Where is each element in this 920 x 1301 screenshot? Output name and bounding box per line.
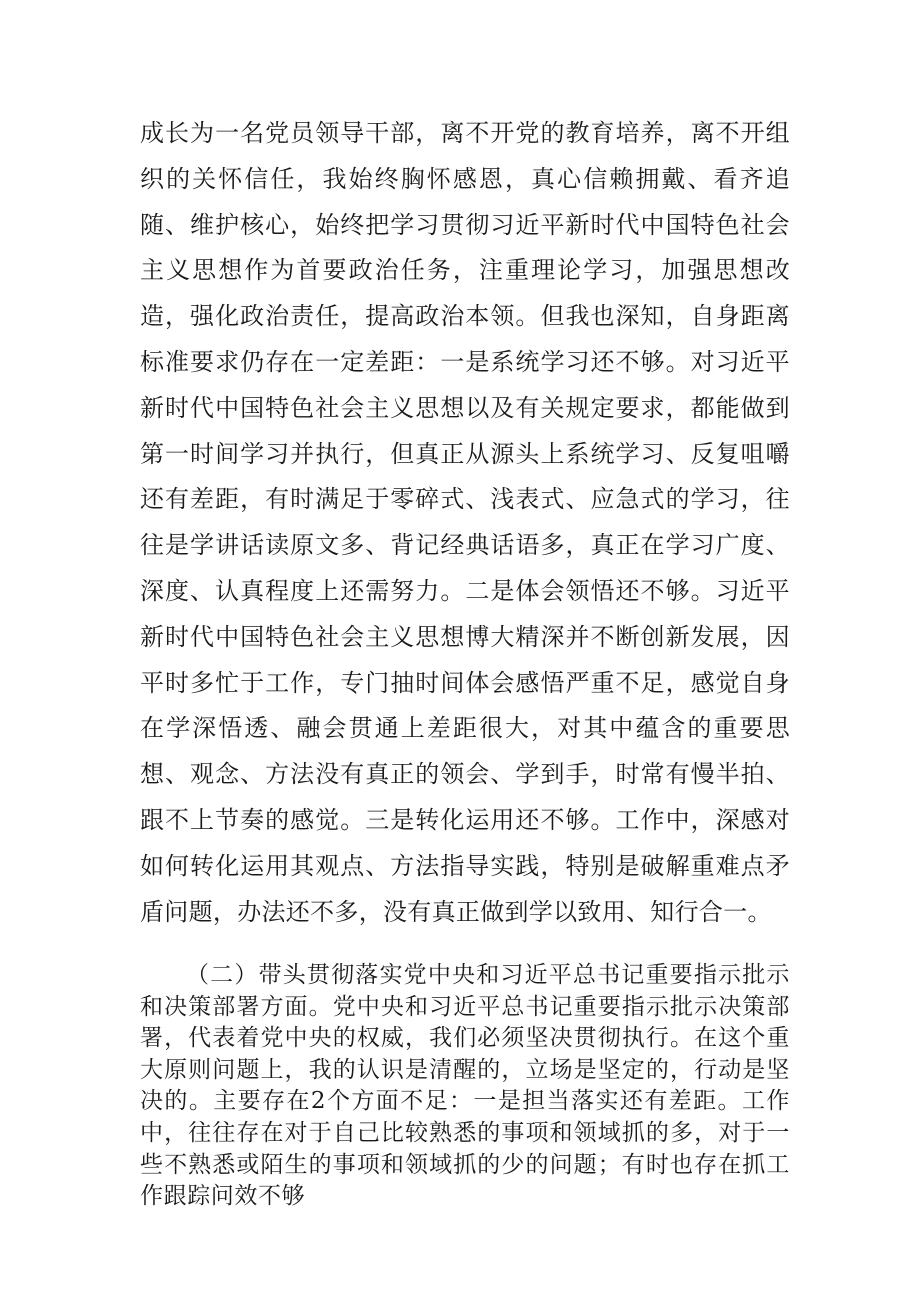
body-paragraph-1: 成长为一名党员领导干部，离不开党的教育培养，离不开组织的关怀信任，我始终胸怀感恩，真心信赖拥戴、看齐追随、维护核心，始终把学习贯彻习近平新时代中国特色社会主义思想作为首要政治任务，注重理论学习，加强思想改造，强化政治责任，提高政治本领。但我也深知，自身距离标准要求仍存在一定差距：一是系统学习还不够。对习近平新时代中国特色社会主义思想以及有关规定要求，都能做到第一时间学习并执行，但真正从源头上系统学习、反复咀嚼还有差距，有时满足于零碎式、浅表式、应急式的学习，往往是学讲话读原文多、背记经典话语多，真正在学习广度、深度、认真程度上还需努力。二是体会领悟还不够。习近平新时代中国特色社会主义思想博大精深并不断创新发展，因平时多忙于工作，专门抽时间体会感悟严重不足，感觉自身在学深悟透、融会贯通上差距很大，对其中蕴含的重要思想、观念、方法没有真正的领会、学到手，时常有慢半拍、跟不上节奏的感觉。三是转化运用还不够。工作中，深感对如何转化运用其观点、方法指导实践，特别是破解重难点矛盾问题，办法还不多，没有真正做到学以致用、知行合一。	[140, 119, 790, 926]
body-paragraph-2: （二）带头贯彻落实党中央和习近平总书记重要指示批示和决策部署方面。党中央和习近平总书记重要指示批示决策部署，代表着党中央的权威，我们必须坚决贯彻执行。在这个重大原则问题上，我的认识是清醒的，立场是坚定的，行动是坚决的。主要存在2个方面不足：一是担当落实还有差距。工作中，往往存在对于自己比较熟悉的事项和领域抓的多，对于一些不熟悉或陌生的事项和领域抓的少的问题；有时也存在抓工作跟踪问效不够	[140, 962, 790, 1210]
